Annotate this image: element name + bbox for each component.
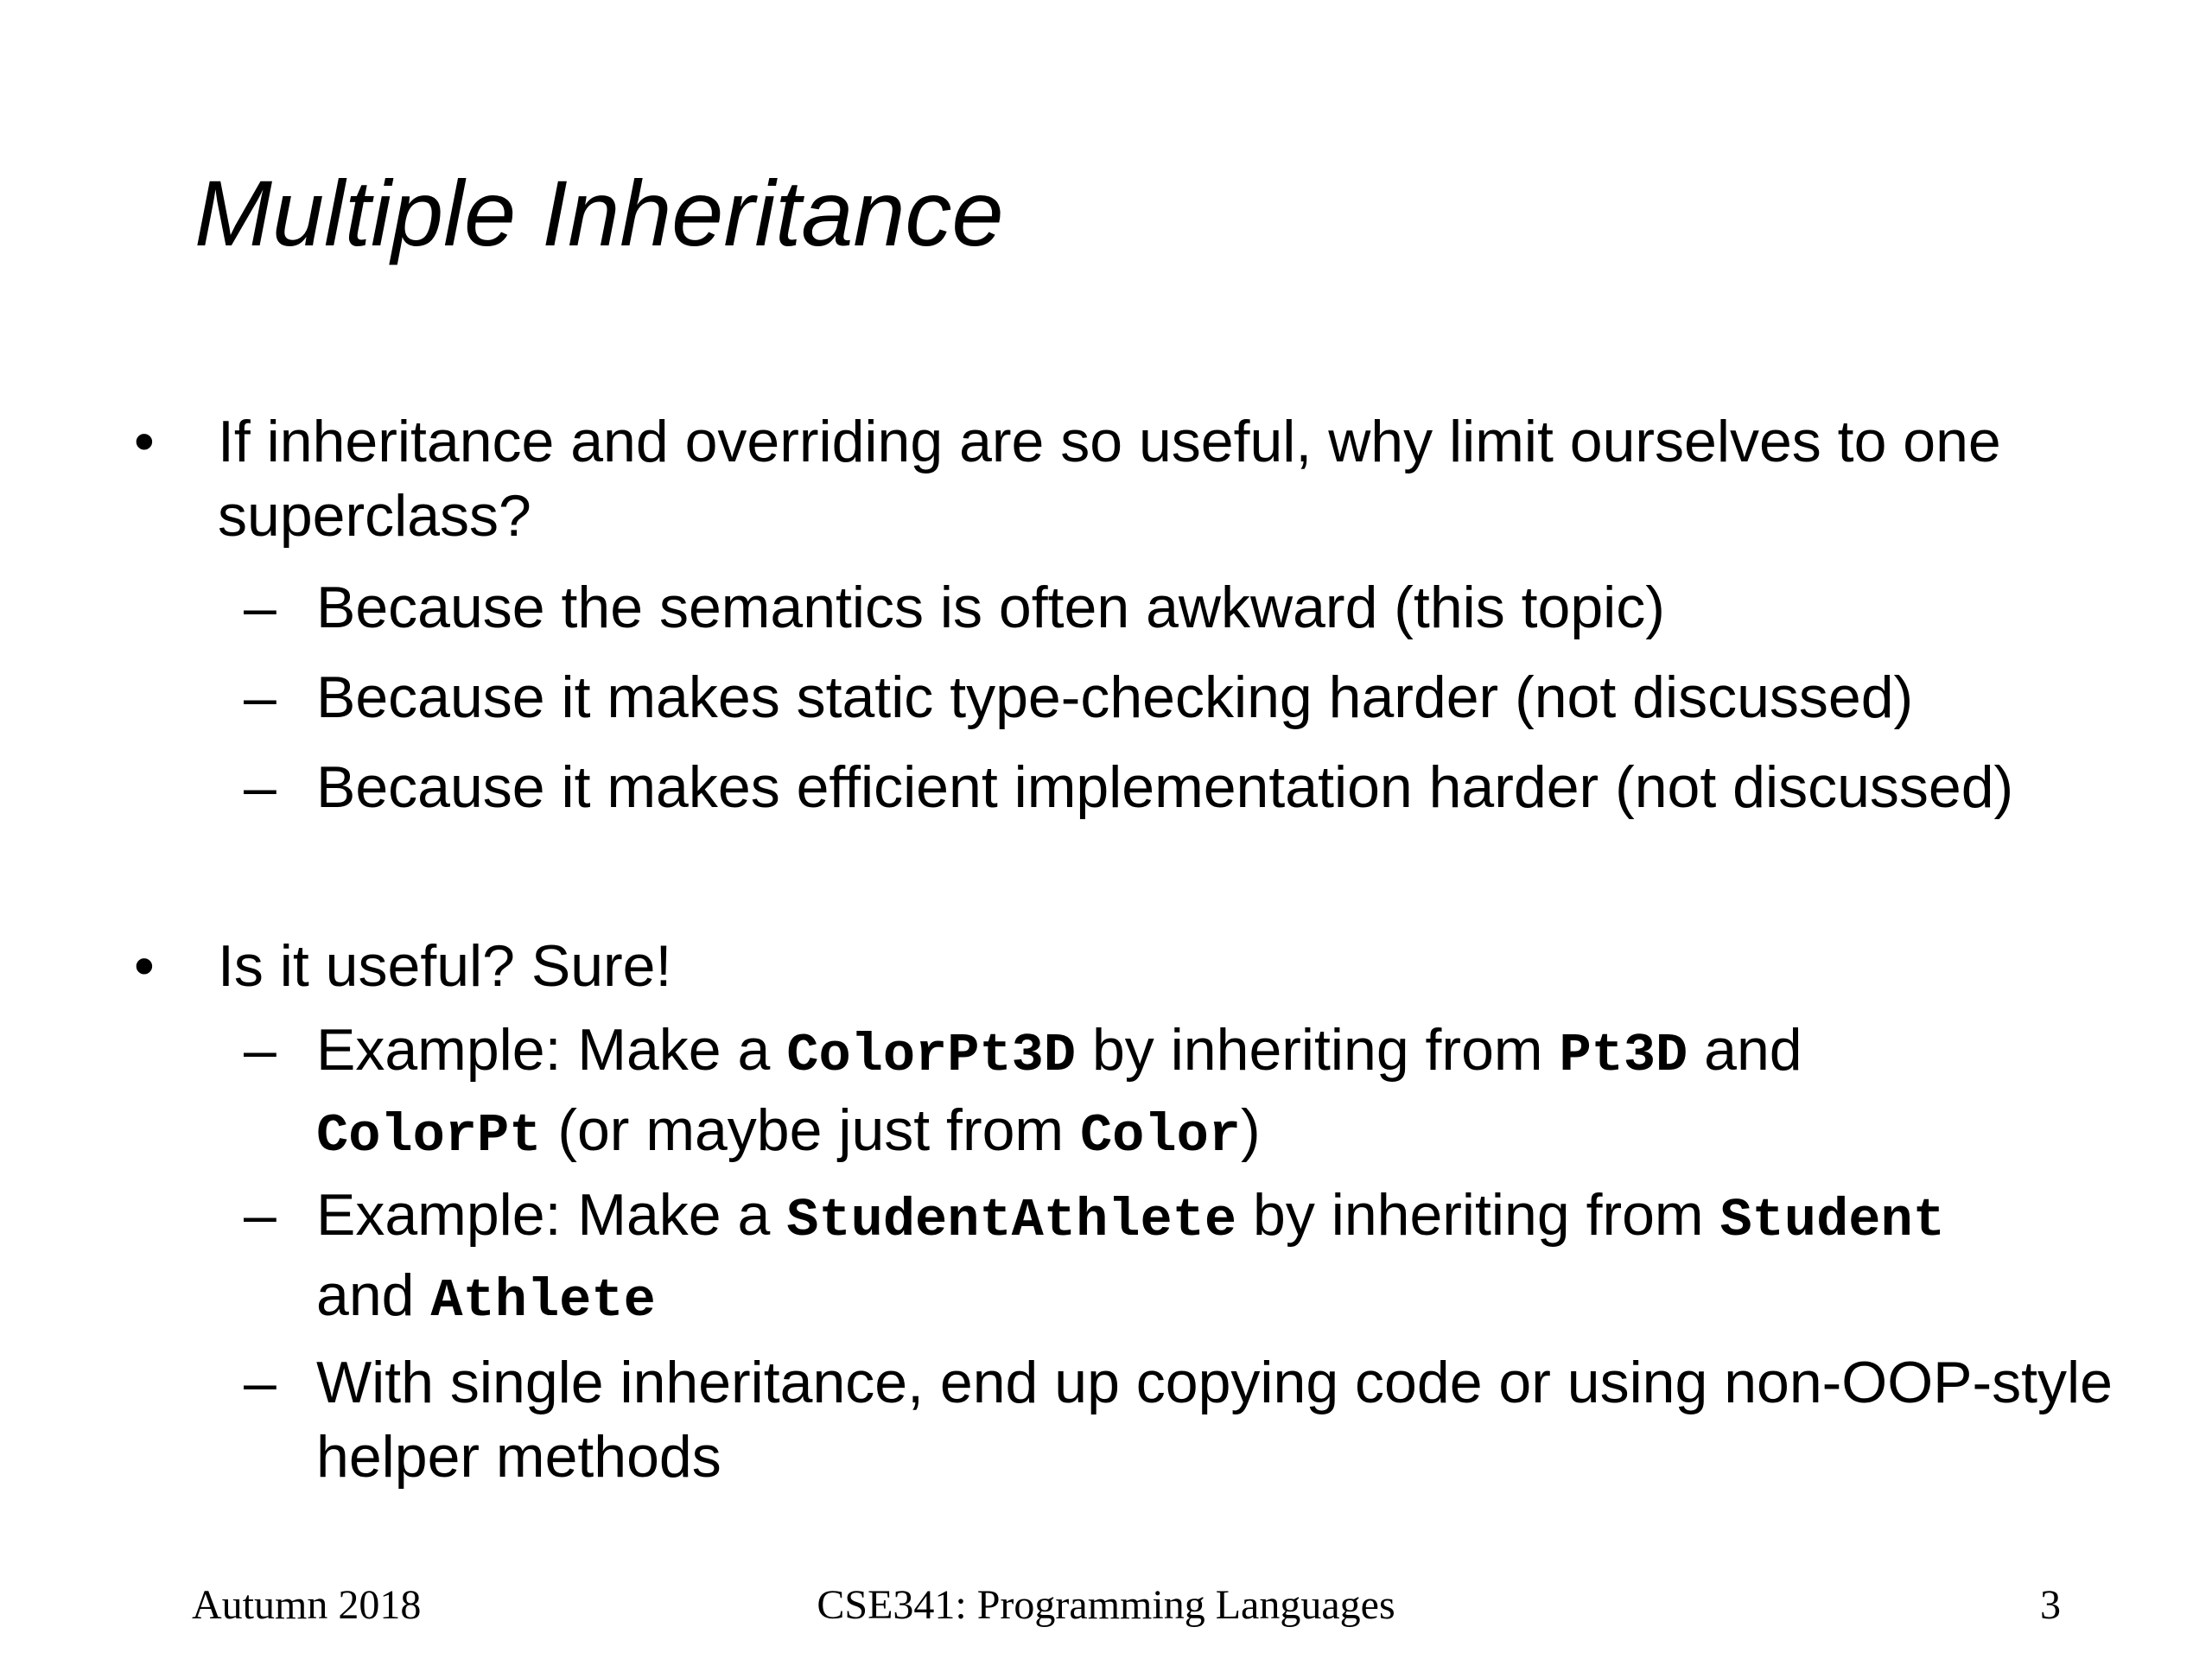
bullet-marker: •: [134, 933, 155, 999]
code-run: ColorPt: [316, 1105, 542, 1166]
text-run: Example: Make a: [316, 1182, 787, 1248]
footer-page-number: 3: [2040, 1582, 2061, 1628]
code-run: Color: [1079, 1105, 1241, 1166]
code-run: Student: [1719, 1190, 1945, 1251]
text-run: and: [1688, 1017, 1802, 1083]
text-run: and: [316, 1262, 431, 1328]
text-run: (or maybe just from: [541, 1097, 1080, 1163]
dash-marker: –: [244, 1350, 276, 1415]
sub-bullet-text: With single inheritance, end up copying code or using non-OOP-style helper methods: [316, 1350, 2113, 1490]
bullet-text: If inheritance and overriding are so useful, why limit ourselves to one superclass?: [218, 409, 2001, 549]
code-run: Athlete: [430, 1270, 656, 1332]
text-run: by inheriting from: [1076, 1017, 1560, 1083]
sub-bullet-text: Because it makes efficient implementation harder (not discussed): [316, 754, 2014, 820]
dash-marker: –: [244, 575, 276, 640]
code-run: Pt3D: [1559, 1025, 1688, 1086]
text-run: by inheriting from: [1236, 1182, 1720, 1248]
dash-marker: –: [244, 664, 276, 730]
code-run: StudentAthlete: [786, 1190, 1237, 1251]
slide-title: Multiple Inheritance: [194, 161, 1004, 265]
footer-course: CSE341: Programming Languages: [817, 1582, 1395, 1628]
text-run: ): [1240, 1097, 1261, 1163]
sub-bullet-text: [316, 1013, 2122, 1173]
bullet-text: Is it useful? Sure!: [218, 933, 672, 999]
bullet-marker: •: [134, 409, 155, 474]
dash-marker: –: [244, 754, 276, 820]
sub-bullet-text: Because the semantics is often awkward (this topic): [316, 575, 1665, 640]
text-run: Example: Make a: [316, 1017, 787, 1083]
sub-bullet-text: Because it makes static type-checking harder (not discussed): [316, 664, 1914, 730]
code-run: ColorPt3D: [786, 1025, 1077, 1086]
dash-marker: –: [244, 1017, 276, 1083]
sub-bullet-text: [316, 1178, 2122, 1338]
dash-marker: –: [244, 1182, 276, 1248]
footer-term: Autumn 2018: [192, 1582, 422, 1628]
